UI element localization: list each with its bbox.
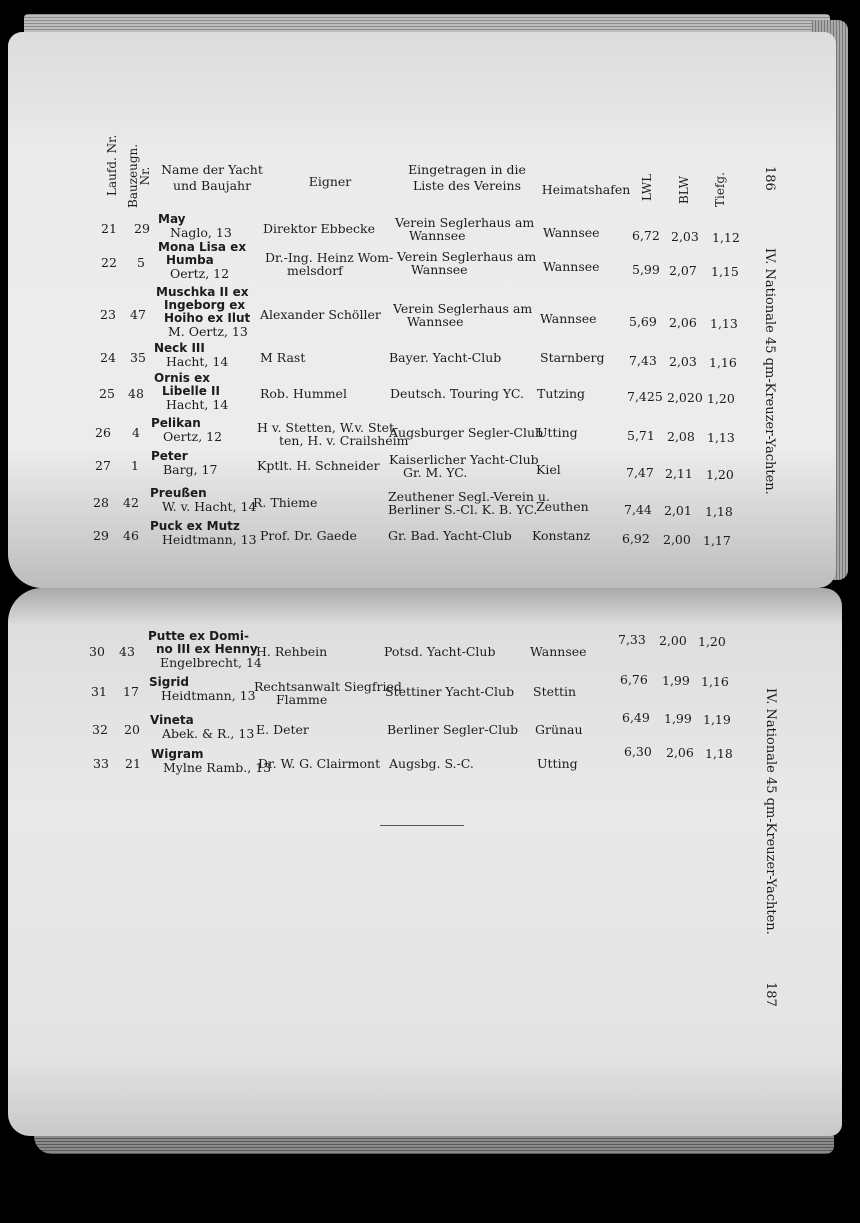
yacht-row-bauzeugn-nr: 48 bbox=[128, 386, 144, 401]
yacht-row-tiefg: 1,17 bbox=[703, 533, 731, 548]
yacht-row-laufd-nr: 32 bbox=[92, 722, 108, 737]
yacht-row-yacht-name: Vineta bbox=[150, 713, 194, 727]
yacht-row-yacht-name: Ornis ex bbox=[154, 371, 210, 385]
header-bauzeugn-nr: Bauzeugn. Nr. bbox=[126, 143, 152, 208]
yacht-row-lwl: 6,49 bbox=[622, 710, 650, 725]
yacht-row-eigner: melsdorf bbox=[287, 263, 343, 278]
yacht-row-yacht-name: Peter bbox=[151, 449, 188, 463]
yacht-row-verein: Verein Seglerhaus am bbox=[393, 301, 533, 316]
yacht-row-yacht-name: Wigram bbox=[151, 747, 204, 761]
yacht-row-blw: 2,06 bbox=[669, 315, 697, 330]
yacht-row-builder-year: W. v. Hacht, 14 bbox=[162, 499, 257, 514]
yacht-row-laufd-nr: 22 bbox=[101, 255, 117, 270]
yacht-row-laufd-nr: 31 bbox=[91, 684, 107, 699]
yacht-row-lwl: 7,44 bbox=[624, 502, 652, 517]
yacht-row-yacht-name: Pelikan bbox=[151, 416, 201, 430]
yacht-row-builder-year: Mylne Ramb., 13 bbox=[163, 760, 272, 775]
yacht-row-blw: 2,06 bbox=[666, 745, 694, 760]
header-blw: BLW bbox=[677, 175, 691, 204]
yacht-row-eigner: Rechtsanwalt Siegfried bbox=[254, 679, 402, 694]
yacht-row-lwl: 7,425 bbox=[627, 389, 663, 404]
yacht-row-verein: Zeuthener Segl.-Verein u. bbox=[388, 489, 550, 504]
yacht-row-laufd-nr: 28 bbox=[93, 495, 109, 510]
yacht-row-eigner: Direktor Ebbecke bbox=[263, 221, 375, 236]
yacht-row-lwl: 6,92 bbox=[622, 531, 650, 546]
yacht-row-lwl: 6,30 bbox=[624, 744, 652, 759]
yacht-row-verein: Potsd. Yacht-Club bbox=[384, 644, 496, 659]
yacht-row-heimatshafen: Kiel bbox=[536, 462, 561, 477]
yacht-row-bauzeugn-nr: 29 bbox=[134, 221, 150, 236]
yacht-row-heimatshafen: Konstanz bbox=[532, 528, 591, 543]
yacht-row-bauzeugn-nr: 4 bbox=[132, 425, 140, 440]
yacht-row-builder-year: Oertz, 12 bbox=[163, 429, 223, 444]
yacht-row-builder-year: Oertz, 12 bbox=[170, 266, 230, 281]
yacht-row-verein: Verein Seglerhaus am bbox=[397, 249, 537, 264]
yacht-row-tiefg: 1,16 bbox=[701, 674, 729, 689]
yacht-row-eigner: Kptlt. H. Schneider bbox=[257, 458, 380, 473]
yacht-row-tiefg: 1,16 bbox=[709, 355, 737, 370]
yacht-row-yacht-name: Puck ex Mutz bbox=[150, 519, 240, 533]
yacht-row-tiefg: 1,18 bbox=[705, 746, 733, 761]
yacht-row-builder-year: Heidtmann, 13 bbox=[161, 688, 256, 703]
yacht-row-builder-year: Naglo, 13 bbox=[170, 225, 232, 240]
page-number: 187 bbox=[763, 982, 778, 1007]
yacht-row-heimatshafen: Starnberg bbox=[540, 350, 605, 365]
yacht-row-lwl: 7,43 bbox=[629, 353, 657, 368]
yacht-row-eigner: M Rast bbox=[260, 350, 306, 365]
yacht-row-tiefg: 1,12 bbox=[712, 230, 740, 245]
yacht-row-heimatshafen: Wannsee bbox=[540, 311, 597, 326]
yacht-row-bauzeugn-nr: 47 bbox=[130, 307, 146, 322]
yacht-row-tiefg: 1,20 bbox=[698, 634, 726, 649]
running-title: IV. Nationale 45 qm-Kreuzer-Yachten. bbox=[762, 248, 777, 495]
yacht-row-eigner: Rob. Hummel bbox=[260, 386, 347, 401]
yacht-row-builder-year: Abek. & R., 13 bbox=[162, 726, 255, 741]
yacht-row-eigner: ten, H. v. Crailsheim bbox=[279, 433, 409, 448]
yacht-row-yacht-name: Putte ex Domi- bbox=[148, 629, 249, 643]
header-name: Name der Yacht und Baujahr bbox=[161, 162, 263, 193]
yacht-row-eigner: R. Thieme bbox=[253, 495, 318, 510]
yacht-row-bauzeugn-nr: 21 bbox=[125, 756, 141, 771]
yacht-row-builder-year: M. Oertz, 13 bbox=[168, 324, 248, 339]
header-eingetragen: Eingetragen in die Liste des Vereins bbox=[408, 162, 526, 193]
yacht-row-builder-year: Hacht, 14 bbox=[166, 354, 229, 369]
yacht-row-yacht-name: Ingeborg ex bbox=[164, 298, 246, 312]
yacht-row-verein: Gr. Bad. Yacht-Club bbox=[388, 528, 512, 543]
yacht-row-bauzeugn-nr: 20 bbox=[124, 722, 140, 737]
yacht-row-tiefg: 1,13 bbox=[710, 316, 738, 331]
yacht-row-yacht-name: Sigrid bbox=[149, 675, 189, 689]
yacht-row-tiefg: 1,18 bbox=[705, 504, 733, 519]
yacht-row-eigner: Dr. W. G. Clairmont bbox=[258, 756, 381, 771]
yacht-row-tiefg: 1,15 bbox=[711, 264, 739, 279]
yacht-row-verein: Berliner S.-Cl. K. B. YC. bbox=[388, 502, 538, 517]
yacht-row-verein: Wannsee bbox=[411, 262, 468, 277]
yacht-row-bauzeugn-nr: 17 bbox=[123, 684, 139, 699]
yacht-row-heimatshafen: Stettin bbox=[533, 684, 577, 699]
yacht-row-verein: Wannsee bbox=[409, 228, 466, 243]
yacht-row-yacht-name: Mona Lisa ex bbox=[158, 240, 247, 254]
header-eigner: Eigner bbox=[308, 174, 352, 189]
yacht-row-yacht-name: Preußen bbox=[150, 486, 207, 500]
yacht-row-laufd-nr: 29 bbox=[93, 528, 109, 543]
yacht-row-blw: 1,99 bbox=[664, 711, 692, 726]
yacht-row-blw: 2,01 bbox=[664, 503, 692, 518]
yacht-row-eigner: E. Deter bbox=[256, 722, 309, 737]
yacht-row-lwl: 5,71 bbox=[627, 428, 655, 443]
page-number: 186 bbox=[762, 166, 777, 191]
header-laufd-nr: Laufd. Nr. bbox=[105, 134, 119, 196]
yacht-row-builder-year: Barg, 17 bbox=[163, 462, 218, 477]
yacht-row-bauzeugn-nr: 1 bbox=[131, 458, 139, 473]
yacht-row-eigner: H. Rehbein bbox=[256, 644, 328, 659]
yacht-row-verein: Bayer. Yacht-Club bbox=[389, 350, 502, 365]
yacht-row-verein: Wannsee bbox=[407, 314, 464, 329]
yacht-row-blw: 2,00 bbox=[659, 633, 687, 648]
yacht-row-lwl: 7,47 bbox=[626, 465, 654, 480]
yacht-row-laufd-nr: 30 bbox=[89, 644, 105, 659]
yacht-row-builder-year: Engelbrecht, 14 bbox=[160, 655, 262, 670]
yacht-row-bauzeugn-nr: 43 bbox=[119, 644, 135, 659]
yacht-row-yacht-name: Libelle II bbox=[162, 384, 220, 398]
yacht-row-verein: Augsburger Segler-Club bbox=[389, 425, 544, 440]
yacht-row-builder-year: Hacht, 14 bbox=[166, 397, 229, 412]
yacht-row-eigner: Dr.-Ing. Heinz Wom- bbox=[265, 250, 394, 265]
yacht-row-heimatshafen: Tutzing bbox=[537, 386, 586, 401]
yacht-row-laufd-nr: 27 bbox=[95, 458, 111, 473]
running-title: IV. Nationale 45 qm-Kreuzer-Yachten. bbox=[763, 688, 778, 935]
yacht-row-verein: Stettiner Yacht-Club bbox=[385, 684, 515, 699]
yacht-row-builder-year: Heidtmann, 13 bbox=[162, 532, 257, 547]
yacht-row-lwl: 6,76 bbox=[620, 672, 648, 687]
yacht-row-bauzeugn-nr: 42 bbox=[123, 495, 139, 510]
yacht-row-bauzeugn-nr: 5 bbox=[137, 255, 145, 270]
header-lwl: LWL bbox=[640, 173, 654, 201]
yacht-row-heimatshafen: Wannsee bbox=[530, 644, 587, 659]
yacht-row-yacht-name: no III ex Henny bbox=[156, 642, 258, 656]
yacht-row-blw: 1,99 bbox=[662, 673, 690, 688]
yacht-row-blw: 2,03 bbox=[669, 354, 697, 369]
yacht-row-blw: 2,11 bbox=[665, 466, 693, 481]
yacht-row-tiefg: 1,20 bbox=[707, 391, 735, 406]
yacht-row-eigner: Alexander Schöller bbox=[260, 307, 381, 322]
yacht-row-lwl: 6,72 bbox=[632, 228, 660, 243]
yacht-row-verein: Augsbg. S.-C. bbox=[389, 756, 474, 771]
yacht-row-verein: Verein Seglerhaus am bbox=[395, 215, 535, 230]
yacht-row-laufd-nr: 25 bbox=[99, 386, 115, 401]
yacht-row-tiefg: 1,19 bbox=[703, 712, 731, 727]
yacht-row-lwl: 7,33 bbox=[618, 632, 646, 647]
yacht-row-verein: Deutsch. Touring YC. bbox=[390, 386, 524, 401]
yacht-row-yacht-name: Hoiho ex Ilut bbox=[164, 311, 251, 325]
yacht-row-heimatshafen: Grünau bbox=[535, 722, 583, 737]
yacht-row-lwl: 5,69 bbox=[629, 314, 657, 329]
yacht-row-laufd-nr: 26 bbox=[95, 425, 111, 440]
yacht-row-heimatshafen: Utting bbox=[537, 756, 578, 771]
yacht-row-bauzeugn-nr: 46 bbox=[123, 528, 139, 543]
yacht-row-eigner: H v. Stetten, W.v. Stet- bbox=[257, 420, 399, 435]
yacht-row-eigner: Prof. Dr. Gaede bbox=[260, 528, 357, 543]
yacht-row-lwl: 5,99 bbox=[632, 262, 660, 277]
yacht-row-yacht-name: Muschka II ex bbox=[156, 285, 249, 299]
yacht-row-yacht-name: Neck III bbox=[154, 341, 205, 355]
yacht-row-laufd-nr: 21 bbox=[101, 221, 117, 236]
yacht-row-blw: 2,03 bbox=[671, 229, 699, 244]
yacht-row-verein: Berliner Segler-Club bbox=[387, 722, 519, 737]
yacht-row-verein: Kaiserlicher Yacht-Club bbox=[389, 452, 539, 467]
yacht-row-laufd-nr: 24 bbox=[100, 350, 116, 365]
yacht-row-yacht-name: May bbox=[158, 212, 186, 226]
header-heimatshafen: Heimatshafen bbox=[541, 182, 631, 197]
yacht-row-bauzeugn-nr: 35 bbox=[130, 350, 146, 365]
yacht-row-heimatshafen: Wannsee bbox=[543, 225, 600, 240]
yacht-row-yacht-name: Humba bbox=[166, 253, 214, 267]
yacht-row-eigner: Flamme bbox=[276, 692, 328, 707]
page-187 bbox=[8, 588, 842, 1136]
yacht-row-heimatshafen: Zeuthen bbox=[536, 499, 589, 514]
yacht-row-blw: 2,020 bbox=[667, 390, 703, 405]
yacht-row-heimatshafen: Utting bbox=[537, 425, 578, 440]
divider-rule bbox=[380, 825, 464, 826]
yacht-row-heimatshafen: Wannsee bbox=[543, 259, 600, 274]
yacht-row-blw: 2,08 bbox=[667, 429, 695, 444]
yacht-row-blw: 2,07 bbox=[669, 263, 697, 278]
yacht-row-blw: 2,00 bbox=[663, 532, 691, 547]
yacht-row-laufd-nr: 33 bbox=[93, 756, 109, 771]
yacht-row-tiefg: 1,13 bbox=[707, 430, 735, 445]
header-tiefg: Tiefg. bbox=[713, 172, 727, 207]
yacht-row-laufd-nr: 23 bbox=[100, 307, 116, 322]
yacht-row-verein: Gr. M. YC. bbox=[403, 465, 468, 480]
yacht-row-tiefg: 1,20 bbox=[706, 467, 734, 482]
